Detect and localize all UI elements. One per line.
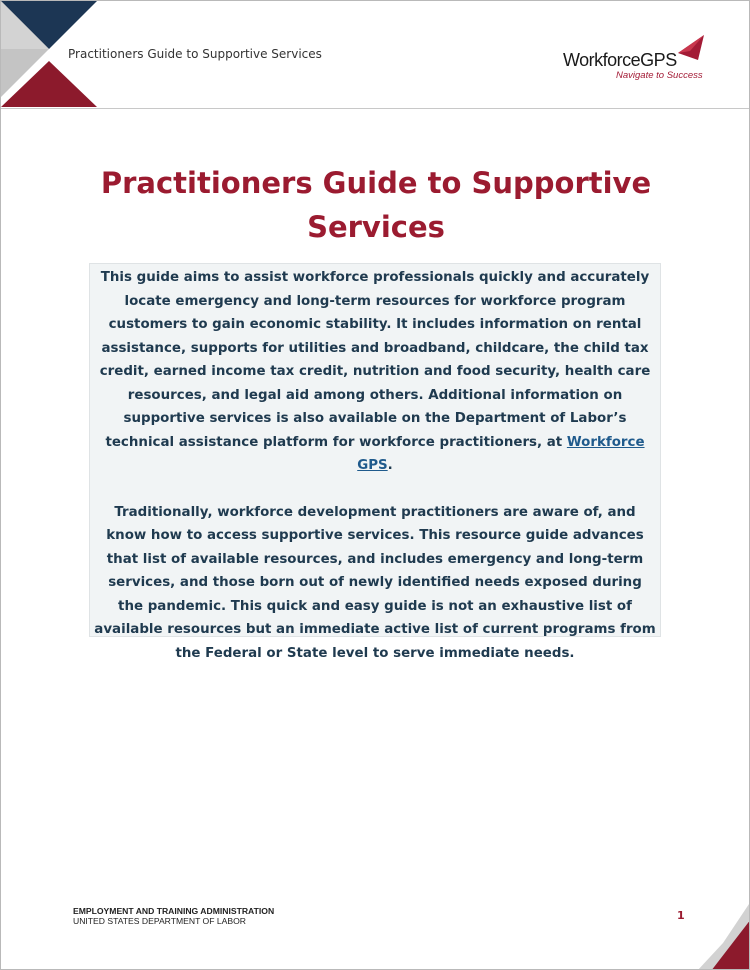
title-line-2: Services — [307, 210, 445, 244]
arrow-icon — [676, 33, 706, 61]
summary-paragraph-2: Traditionally, workforce development practitioners are aware of, and know how to access supportive services. This resource guide advances that list of available resources, and includes emergency and long-term services, and those born out of newly identified needs exposed during the pandemic. This quick and easy guide is not an exhaustive list of available resources but an immediate active list of current programs from the Federal or State level to serve immediate needs. — [94, 504, 656, 661]
logo-tagline: Navigate to Success — [616, 70, 703, 81]
logo-wordmark: WorkforceGPS — [563, 50, 677, 70]
title-line-1: Practitioners Guide to Supportive — [100, 166, 652, 200]
footer-agency — [73, 906, 274, 926]
summary-box — [89, 263, 661, 661]
summary-paragraph-1-text: This guide aims to assist workforce professionals quickly and accurately locate emergency and long-term resources for workforce program customers to gain economic stability. It includes information on rental assistance, supports for utilities and broadband, childcare, the child tax credit, earned income tax credit, nutrition and food security, health care resources, and legal aid among others. Additional information on supportive services is also available on the Department of Labor’s technical assistance platform for workforce practitioners, at — [99, 270, 651, 450]
summary-paragraph-1-end: . — [387, 458, 393, 473]
workforce-gps-link[interactable]: Workforce GPS — [357, 434, 645, 473]
page-number: 1 — [677, 909, 685, 922]
corner-decoration-bottom-right — [697, 881, 750, 970]
header-divider — [1, 108, 749, 109]
footer-agency-line-2: UNITED STATES DEPARTMENT OF LABOR — [73, 916, 247, 926]
workforcegps-logo[interactable] — [563, 33, 713, 83]
footer-agency-line-1: EMPLOYMENT AND TRAINING ADMINISTRATION — [73, 906, 275, 916]
running-header-title: Practitioners Guide to Supportive Services — [68, 47, 322, 61]
document-title — [61, 161, 691, 249]
summary-paragraph-1 — [94, 266, 656, 478]
